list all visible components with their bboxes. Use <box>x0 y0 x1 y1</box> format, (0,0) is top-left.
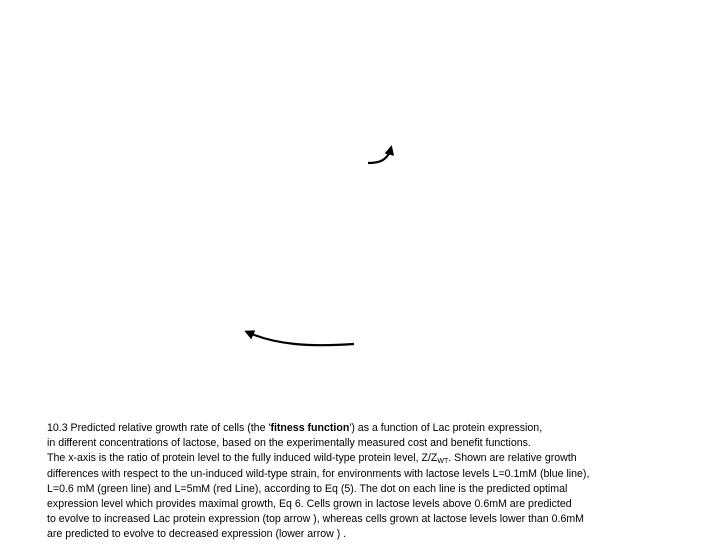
caption-line-3: The x-axis is the ratio of protein level to the fully induced wild-type protein level, $Z/Z_{WT}$. Shown are relative growth <box>47 452 577 466</box>
decrease-expression-arrow-icon <box>247 332 354 345</box>
increase-expression-arrow-icon <box>368 148 391 163</box>
caption-line-7: to evolve to increased Lac protein expression (top arrow ), whereas cells grown at lactose levels lower than 0.6mM <box>47 513 585 526</box>
caption-line-1: 10.3 Predicted relative growth rate of cells (the 'fitness function') as a function of Lac protein expression, <box>47 422 543 434</box>
caption-line-2: in different concentrations of lactose, based on the experimentally measured cost and benefit functions. <box>47 437 531 450</box>
caption-line-8: are predicted to evolve to decreased expression (lower arrow ) . <box>47 528 347 541</box>
caption-line-6: expression level which provides maximal growth, Eq 6. Cells grown in lactose levels above 0.6mM are predicted <box>47 498 572 511</box>
wt-subscript: WT <box>437 458 449 466</box>
figure-caption <box>47 421 707 543</box>
caption-line-4: differences with respect to the un-induced wild-type strain, for environments with lactose levels L=0.1mM (blue line), <box>47 467 590 480</box>
fitness-function-term: fitness function <box>270 422 350 434</box>
caption-line-5: L=0.6 mM (green line) and L=5mM (red Line), according to Eq (5). The dot on each line is the predicted optimal <box>47 482 568 495</box>
